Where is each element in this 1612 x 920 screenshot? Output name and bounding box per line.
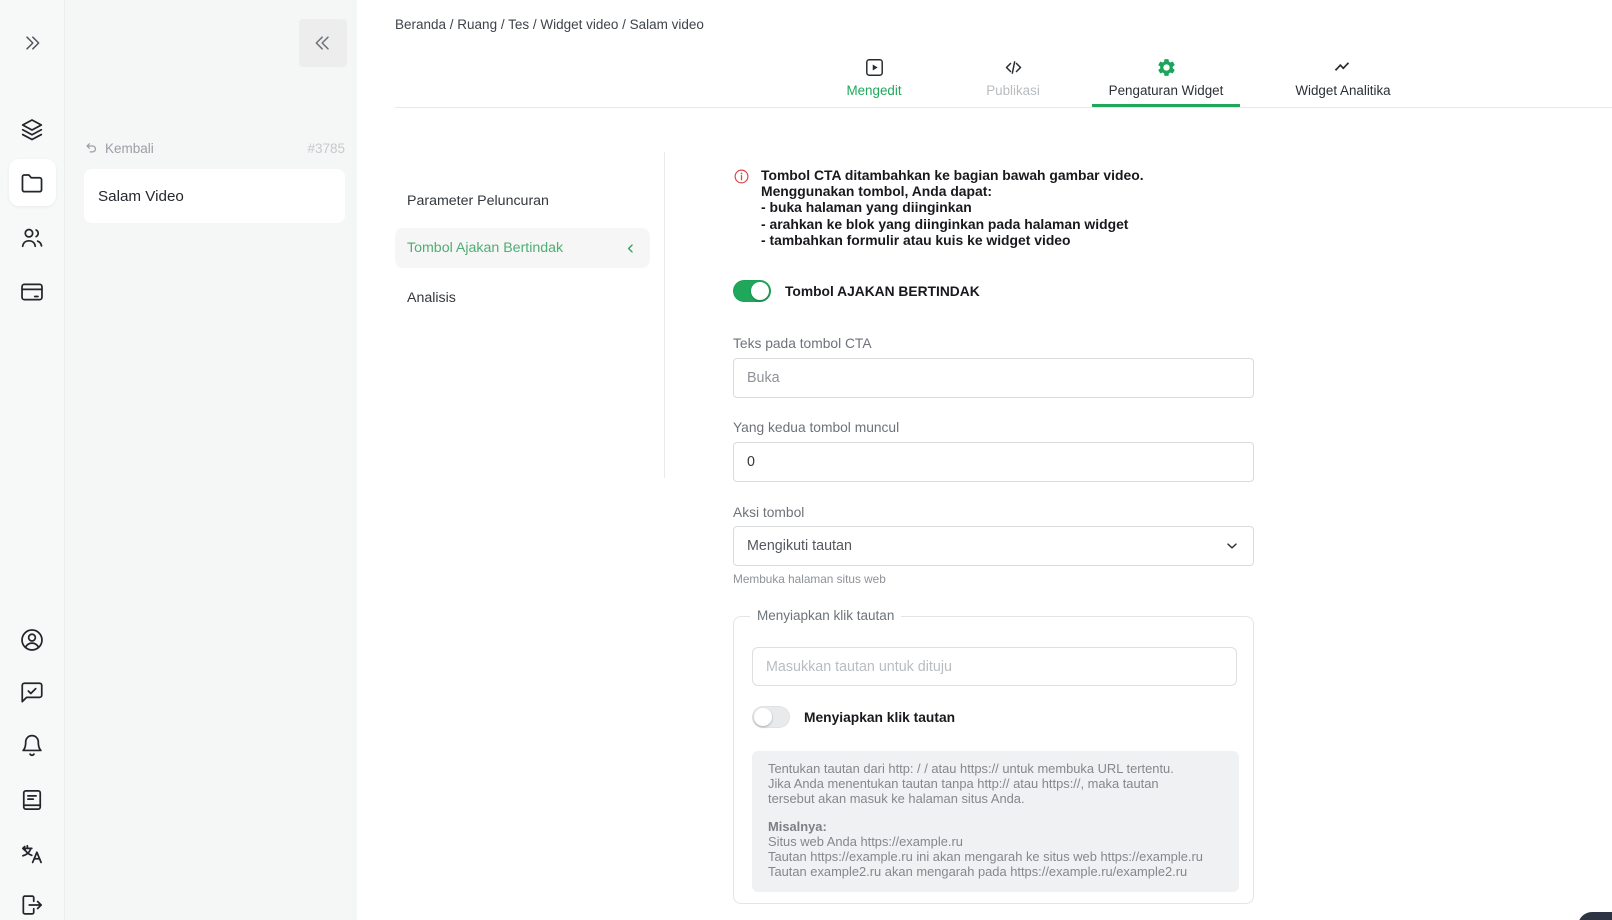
gear-icon bbox=[1076, 57, 1256, 80]
chevron-down-icon bbox=[1224, 538, 1240, 554]
cta-toggle[interactable] bbox=[733, 280, 771, 302]
back-row bbox=[84, 141, 345, 156]
note-line: Tautan example2.ru akan mengarah pada https://example.ru/example2.ru bbox=[768, 863, 1188, 879]
tab-label: Pengaturan Widget bbox=[1108, 83, 1224, 98]
info-line: - tambahkan formulir atau kuis ke widget video bbox=[761, 231, 1071, 248]
note-spacer bbox=[768, 806, 1223, 820]
tab-pengaturan-widget[interactable] bbox=[1076, 57, 1256, 98]
link-setup-group bbox=[733, 608, 1254, 904]
main-sidebar bbox=[0, 0, 65, 920]
tab-widget-analitika[interactable] bbox=[1253, 57, 1433, 98]
user-circle-icon[interactable] bbox=[19, 627, 45, 653]
button-action-label: Aksi tombol bbox=[733, 505, 805, 520]
message-check-icon[interactable] bbox=[19, 680, 45, 706]
note-examples-label: Misalnya: bbox=[768, 819, 827, 835]
second-button-label: Yang kedua tombol muncul bbox=[733, 420, 900, 435]
info-line: Tombol CTA ditambahkan ke bagian bawah gambar video. bbox=[761, 167, 1144, 183]
second-button-input[interactable] bbox=[733, 442, 1254, 482]
header-divider bbox=[395, 107, 1612, 108]
bell-icon[interactable] bbox=[19, 733, 45, 759]
folder-icon[interactable] bbox=[19, 170, 45, 196]
item-id-badge: #3785 bbox=[307, 141, 345, 156]
cta-text-input[interactable] bbox=[733, 358, 1254, 398]
menu-item-label: Tombol Ajakan Bertindak bbox=[407, 240, 564, 256]
note-line: tersebut akan masuk ke halaman situs Anda. bbox=[768, 790, 1025, 806]
note-line: Situs web Anda https://example.ru bbox=[768, 834, 963, 850]
select-value: Mengikuti tautan bbox=[747, 538, 852, 554]
menu-item-parameter-peluncuran[interactable]: Parameter Peluncuran bbox=[407, 193, 549, 209]
chevrons-left-icon[interactable] bbox=[299, 19, 347, 67]
link-toggle-label: Menyiapkan klik tautan bbox=[804, 709, 956, 725]
chevron-left-icon bbox=[623, 241, 638, 256]
note-line: Tentukan tautan dari http: / / atau https:// untuk membuka URL tertentu. bbox=[768, 761, 1174, 776]
credit-card-icon[interactable] bbox=[19, 279, 45, 305]
note-line: Tautan https://example.ru ini akan mengarah ke situs web https://example.ru bbox=[768, 848, 1203, 864]
info-line: - arahkan ke blok yang diinginkan pada halaman widget bbox=[761, 215, 1129, 232]
cta-toggle-row bbox=[733, 280, 980, 302]
cta-info-note bbox=[733, 167, 1293, 248]
layers-icon[interactable] bbox=[19, 117, 45, 143]
tab-label: Publikasi bbox=[986, 83, 1040, 98]
tab-label: Widget Analitika bbox=[1295, 83, 1391, 98]
translate-icon[interactable] bbox=[19, 841, 45, 867]
select-helper-text: Membuka halaman situs web bbox=[733, 572, 886, 586]
cta-toggle-label: Tombol AJAKAN BERTINDAK bbox=[785, 283, 980, 299]
users-icon[interactable] bbox=[19, 225, 45, 251]
toggle-knob bbox=[754, 708, 772, 726]
menu-item-tombol-ajakan-bertindak[interactable] bbox=[395, 228, 650, 268]
menu-item-analisis[interactable]: Analisis bbox=[407, 290, 456, 306]
link-url-input[interactable] bbox=[752, 647, 1237, 686]
vertical-divider bbox=[664, 152, 665, 478]
button-action-select[interactable] bbox=[733, 526, 1254, 566]
cta-text-label: Teks pada tombol CTA bbox=[733, 336, 872, 351]
breadcrumb[interactable]: Beranda / Ruang / Tes / Widget video / Salam video bbox=[395, 17, 704, 32]
widget-card[interactable] bbox=[84, 169, 345, 223]
link-toggle[interactable] bbox=[752, 706, 790, 728]
chevrons-right-icon[interactable] bbox=[22, 33, 42, 53]
book-icon[interactable] bbox=[19, 787, 45, 813]
note-line: Jika Anda menentukan tautan tanpa http:// atau https://, maka tautan bbox=[768, 775, 1159, 791]
link-group-legend: Menyiapkan klik tautan bbox=[750, 608, 901, 623]
link-help-note bbox=[752, 751, 1239, 892]
back-link[interactable]: Kembali bbox=[105, 141, 154, 156]
return-arrow-icon[interactable] bbox=[84, 141, 99, 156]
link-toggle-row bbox=[752, 706, 955, 728]
main-content bbox=[357, 0, 1612, 920]
context-panel bbox=[65, 0, 357, 920]
logout-icon[interactable] bbox=[19, 892, 45, 918]
widget-card-title: Salam Video bbox=[98, 187, 184, 205]
info-line: - buka halaman yang diinginkan bbox=[761, 199, 972, 216]
tab-label: Mengedit bbox=[846, 83, 902, 98]
info-circle-icon bbox=[733, 168, 750, 248]
toggle-knob bbox=[751, 282, 769, 300]
info-line: Menggunakan tombol, Anda dapat: bbox=[761, 183, 992, 200]
line-chart-icon bbox=[1253, 57, 1433, 80]
